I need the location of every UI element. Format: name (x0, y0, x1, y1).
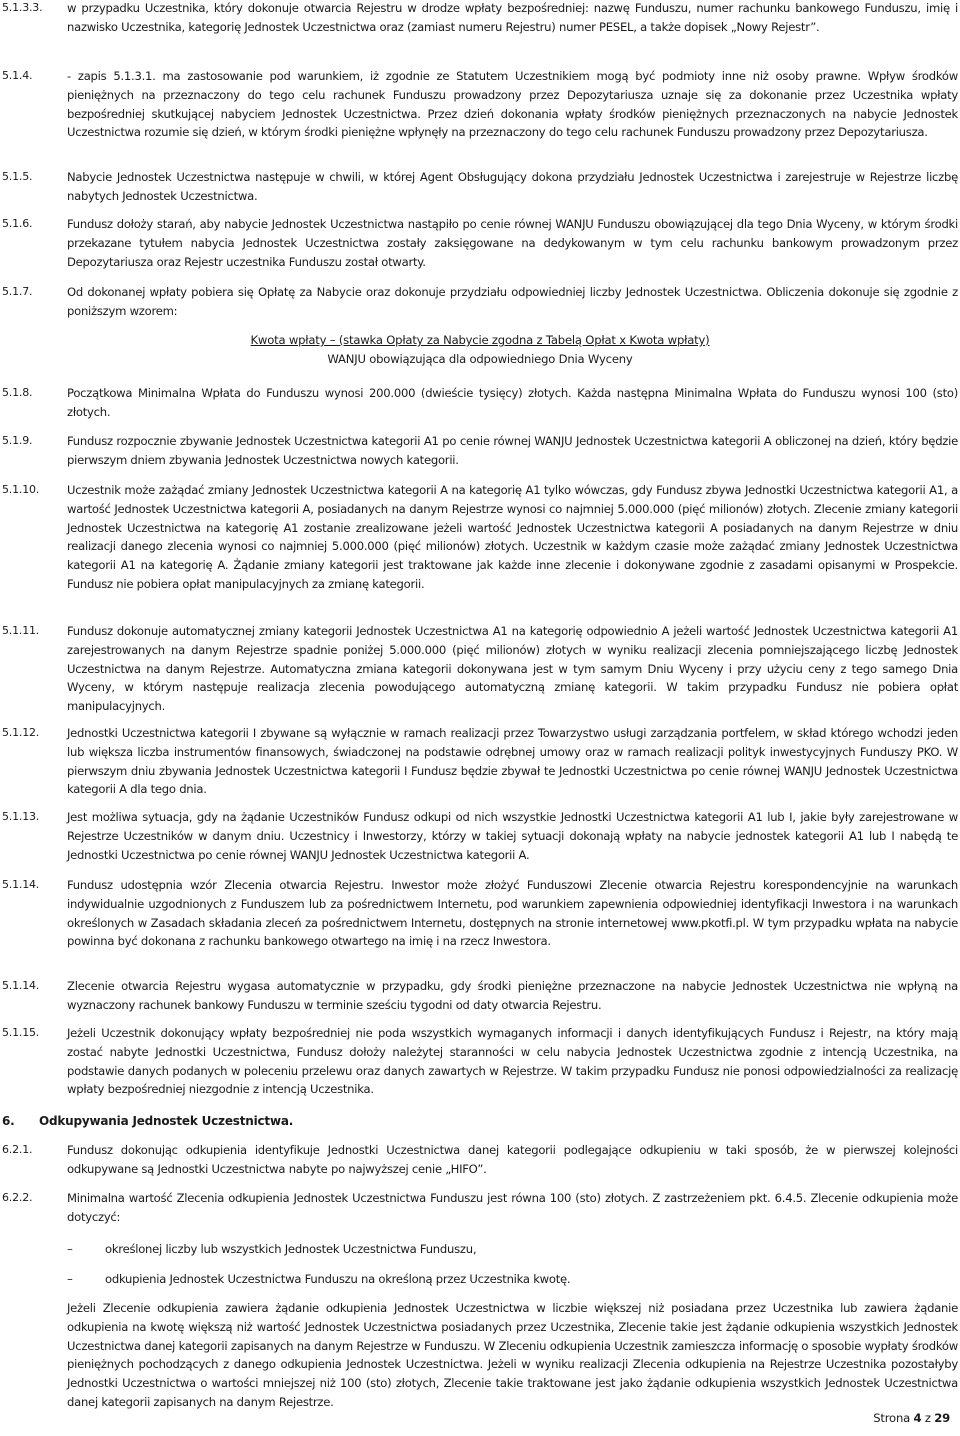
paragraph-number: 6.2.1. (2, 1143, 33, 1156)
dash-bullet: – (67, 1242, 73, 1256)
page-separator: z (924, 1411, 931, 1425)
paragraph-text: Zlecenie otwarcia Rejestru wygasa automatycznie w przypadku, gdy środki pieniężne przeznaczone na nabycie Jednostek Uczestnictwa nie wpłyną na wyznaczony rachunek bankowy Funduszu w terminie sześciu tygodni od daty otwarcia Rejestru. (67, 979, 958, 1012)
dash-bullet: – (67, 1272, 73, 1286)
paragraph-number: 5.1.12. (2, 726, 40, 739)
list-item-text: odkupienia Jednostek Uczestnictwa Funduszu na określoną przez Uczestnika kwotę. (105, 1272, 571, 1286)
paragraph-number: 5.1.9. (2, 434, 33, 447)
paragraph-number: 5.1.4. (2, 69, 33, 82)
paragraph-text: Fundusz dołoży starań, aby nabycie Jednostek Uczestnictwa nastąpiło po cenie równej WANJU Funduszu obowiązującej dla tego Dnia Wyceny, w którym środki przekazane tytułem nabycia Jednostek Uczestnictwa zostały zaksięgowane na dedykowanym w tym celu rachunku bankowym prowadzonym przez Depozytariusza oraz Rejestr uczestnika Funduszu został otwarty. (67, 217, 958, 269)
paragraph-text: - zapis 5.1.3.1. ma zastosowanie pod warunkiem, iż zgodnie ze Statutem Uczestnikiem mogą być podmioty inne niż osoby prawne. Wpływ środków pieniężnych na przeznaczony do tego celu rachunek Funduszu prowadzony przez Depozytariusza uznaje się za dokonanie przez Uczestnika wpłaty bezpośredniej skutkującej nabyciem Jednostek Uczestnictwa. Przez dzień dokonania wpłaty środków pieniężnych przeznaczonych na nabycie Jednostek Uczestnictwa rozumie się dzień, w którym środki pieniężne wpłynęły na przeznaczony do tego celu rachunek Funduszu prowadzony przez Depozytariusza. (67, 69, 958, 140)
paragraph-number: 5.1.14. (2, 878, 40, 891)
paragraph-text: Fundusz dokonując odkupienia identyfikuje Jednostki Uczestnictwa danej kategorii podlegające odkupieniu w taki sposób, że w pierwszej kolejności odkupywane są Jednostki Uczestnictwa nabyte po najwyższej cenie „HIFO”. (67, 1143, 958, 1176)
paragraph-number: 5.1.10. (2, 483, 40, 496)
formula-denominator: WANJU obowiązująca dla odpowiedniego Dnia Wyceny (327, 351, 633, 366)
paragraph-number: 5.1.6. (2, 217, 33, 230)
paragraph-number: 6.2.2. (2, 1191, 33, 1204)
paragraph-text: Minimalna wartość Zlecenia odkupienia Jednostek Uczestnictwa Funduszu jest równa 100 (sto) złotych. Z zastrzeżeniem pkt. 6.4.5. Zlecenie odkupienia może dotyczyć: (67, 1191, 958, 1224)
list-item-text: określonej liczby lub wszystkich Jednostek Uczestnictwa Funduszu, (105, 1242, 477, 1256)
paragraph-number: 5.1.3.3. (2, 1, 43, 14)
paragraph-text: Jest możliwa sytuacja, gdy na żądanie Uczestników Fundusz odkupi od nich wszystkie Jednostki Uczestnictwa kategorii A1 lub I, jakie były zarejestrowane w Rejestrze Uczestników w danym dniu. Uczestnicy i Inwestorzy, którzy w takiej sytuacji dokonają wpłaty na nabycie jednostek kategorii A1 lub I nabędą te Jednostki Uczestnictwa po cenie równej WANJU Jednostek Uczestnictwa kategorii A. (67, 810, 958, 862)
paragraph-text: Nabycie Jednostek Uczestnictwa następuje w chwili, w której Agent Obsługujący dokona przydziału Jednostek Uczestnictwa i zarejestruje w Rejestrze liczbę nabytych Jednostek Uczestnictwa. (67, 170, 958, 203)
paragraph-number: 5.1.14. (2, 979, 40, 992)
page-footer (873, 1409, 950, 1427)
page-number: 4 (913, 1411, 922, 1425)
paragraph-text: Jeżeli Zlecenie odkupienia zawiera żądanie odkupienia Jednostek Uczestnictwa w liczbie większej niż posiadana przez Uczestnika lub zawiera żądanie odkupienia na kwotę większą niż wartość Jednostek Uczestnictwa posiadanych przez Uczestnika, Zlecenie takie jest żądanie odkupienia wszystkich Jednostek Uczestnictwa danej kategorii zapisanych na danym Rejestrze w Funduszu. W Zleceniu odkupienia Uczestnik zamieszcza informację o sposobie wypłaty środków pieniężnych pochodzących z danego odkupienia Jednostek Uczestnictwa. Jeżeli w wyniku realizacji Zlecenia odkupienia na Rejestrze Uczestnika pozostałyby Jednostki Uczestnictwa o wartości mniejszej niż 100 (sto) złotych, Zlecenie takie traktowane jest jako żądanie odkupienia wszystkich Jednostek Uczestnictwa danej kategorii zapisanych na danym Rejestrze. (67, 1301, 958, 1409)
section-heading (2, 1112, 293, 1130)
paragraph-text: Jeżeli Uczestnik dokonujący wpłaty bezpośredniej nie poda wszystkich wymaganych informacji i danych identyfikujących Fundusz i Rejestr, na który mają zostać nabyte Jednostki Uczestnictwa, Fundusz dołoży należytej staranności w celu nabycia Jednostek Uczestnictwa zgodnie z intencją Uczestnika, na podstawie danych podanych w poleceniu przelewu oraz danych zawartych w Rejestrze. W takim przypadku Fundusz nie ponosi odpowiedzialności za realizację wpłaty bezpośredniej niezgodnie z intencją Uczestnika. (67, 1026, 958, 1097)
paragraph-number: 5.1.13. (2, 810, 40, 823)
paragraph-text: Fundusz rozpocznie zbywanie Jednostek Uczestnictwa kategorii A1 po cenie równej WANJU Jednostek Uczestnictwa kategorii A obliczonej na dzień, który będzie pierwszym dniem zbywania Jednostek Uczestnictwa nowych kategorii. (67, 434, 958, 467)
page-label: Strona (873, 1411, 910, 1425)
section-number: 6. (2, 1114, 15, 1128)
formula-numerator: Kwota wpłaty – (stawka Opłaty za Nabycie zgodna z Tabelą Opłat x Kwota wpłaty) (250, 333, 710, 347)
paragraph-number: 5.1.7. (2, 285, 33, 298)
paragraph-text: Fundusz udostępnia wzór Zlecenia otwarcia Rejestru. Inwestor może złożyć Funduszowi Zlecenie otwarcia Rejestru korespondencyjnie na warunkach indywidualnie uzgodnionych z Funduszem lub za pośrednictwem Internetu, pod warunkiem zapewnienia odpowiedniej identyfikacji Inwestora i na warunkach określonych w Zasadach składania zleceń za pośrednictwem Internetu, dostępnych na stronie internetowej www.pkotfi.pl. W tym przypadku wpłata na nabycie powinna być dokonana z rachunku bankowego otwartego na imię i na rzecz Inwestora. (67, 878, 958, 949)
paragraph-number: 5.1.11. (2, 624, 40, 637)
fee-formula (0, 331, 960, 368)
paragraph-text: Początkowa Minimalna Wpłata do Funduszu wynosi 200.000 (dwieście tysięcy) złotych. Każda następna Minimalna Wpłata do Funduszu wynosi 100 (sto) złotych. (67, 386, 958, 419)
page-total: 29 (934, 1411, 950, 1425)
paragraph-text: Jednostki Uczestnictwa kategorii I zbywane są wyłącznie w ramach realizacji przez Towarzystwo usługi zarządzania portfelem, w skład którego wchodzi jeden lub większa liczba instrumentów finansowych, świadczonej na podstawie odrębnej umowy oraz w ramach realizacji polityk inwestycyjnych Funduszy PKO. W pierwszym dniu zbywania Jednostek Uczestnictwa kategorii I Fundusz będzie zbywał te Jednostki Uczestnictwa po cenie równej WANJU Jednostek Uczestnictwa kategorii A dla tego dnia. (67, 726, 958, 797)
section-title: Odkupywania Jednostek Uczestnictwa. (39, 1114, 294, 1128)
paragraph-number: 5.1.8. (2, 386, 33, 399)
paragraph-text: Od dokonanej wpłaty pobiera się Opłatę za Nabycie oraz dokonuje przydziału odpowiedniej liczby Jednostek Uczestnictwa. Obliczenia dokonuje się zgodnie z poniższym wzorem: (67, 285, 958, 318)
paragraph-number: 5.1.5. (2, 170, 33, 183)
paragraph-text: Fundusz dokonuje automatycznej zmiany kategorii Jednostek Uczestnictwa A1 na kategorię odpowiednio A jeżeli wartość Jednostek Uczestnictwa kategorii A1 zarejestrowanych na danym Rejestrze spadnie poniżej 5.000.000 (pięć milionów) złotych w wyniku realizacji zlecenia pomniejszającego liczbę Jednostek Uczestnictwa na danym Rejestrze. Automatyczna zmiana kategorii dokonywana jest w tym samym Dniu Wyceny i przy użyciu ceny z tego samego Dnia Wyceny, w którym następuje realizacja zlecenia powodującego automatyczną zmianę kategorii. W takim przypadku Fundusz nie pobiera opłat manipulacyjnych. (67, 624, 958, 714)
paragraph-text: Uczestnik może zażądać zmiany Jednostek Uczestnictwa kategorii A na kategorię A1 tylko wówczas, gdy Fundusz zbywa Jednostki Uczestnictwa kategorii A1, a wartość Jednostek Uczestnictwa kategorii A, posiadanych na danym Rejestrze wynosi co najmniej 5.000.000 (pięć milionów) złotych. Zlecenie zmiany kategorii Jednostek Uczestnictwa na kategorię A1 zostanie zrealizowane jeżeli wartość Jednostek Uczestnictwa kategorii A posiadanych na danym Rejestrze w dniu realizacji danego zlecenia wynosi co najmniej 5.000.000 (pięć milionów) złotych. Uczestnik w każdym czasie może zażądać zmiany Jednostek Uczestnictwa kategorii A1 na kategorię A. Żądanie zmiany kategorii jest traktowane jak każde inne zlecenie i dokonywane zgodnie z zasadami opisanymi w Prospekcie. Fundusz nie pobiera opłat manipulacyjnych za zmianę kategorii. (67, 483, 958, 591)
paragraph-text: w przypadku Uczestnika, który dokonuje otwarcia Rejestru w drodze wpłaty bezpośredniej: nazwę Funduszu, numer rachunku bankowego Funduszu, imię i nazwisko Uczestnika, kategorię Jednostek Uczestnictwa oraz (zamiast numeru Rejestru) numer PESEL, a także dopisek „Nowy Rejestr”. (67, 1, 958, 34)
paragraph-number: 5.1.15. (2, 1026, 40, 1039)
